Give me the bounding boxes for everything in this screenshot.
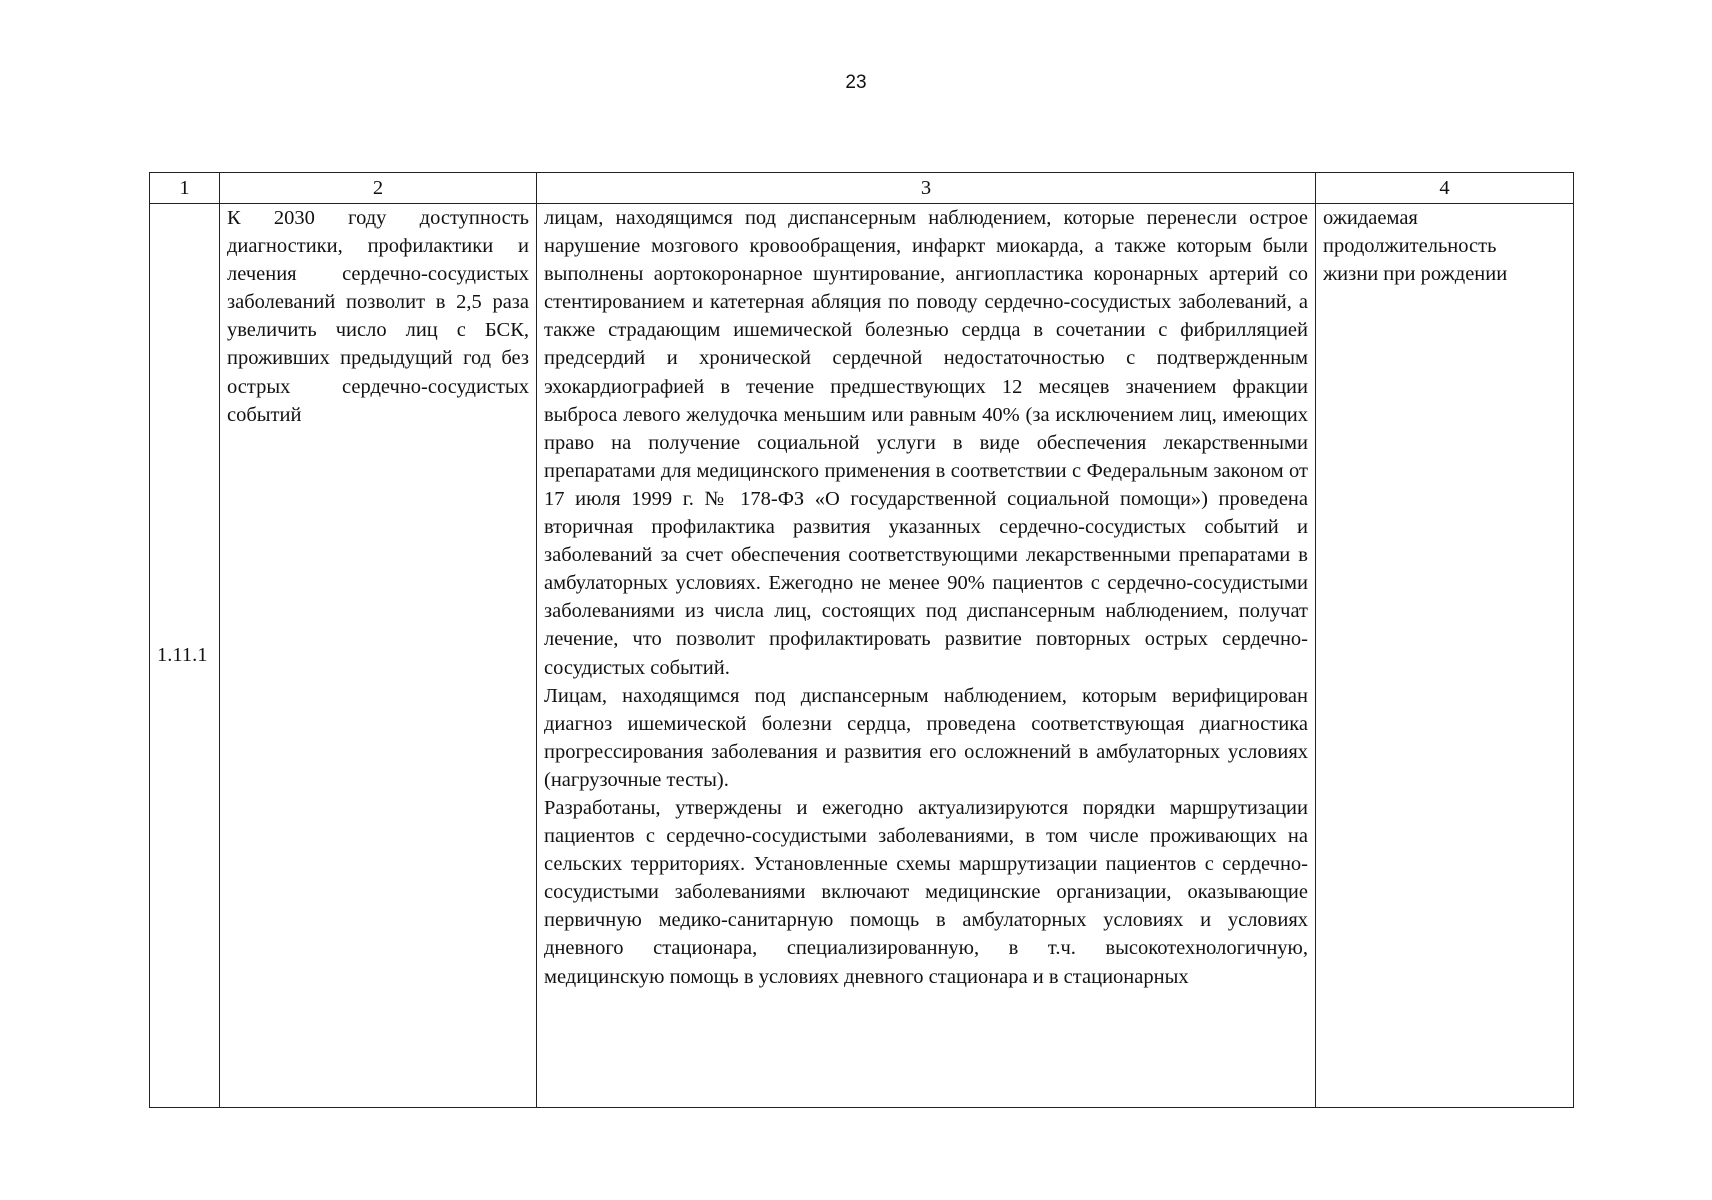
goal-cell — [220, 204, 537, 1108]
measures-paragraph-1: лицам, находящимся под диспансерным наблюдением, которые перенесли острое нарушение мозгового кровообращения, инфаркт миокарда, а также которым были выполнены аортокоронарное шунтирование, ангиопластика коронарных артерий со стентированием и катетерная абляция по поводу сердечно-сосудистых заболеваний, а также страдающим ишемической болезнью сердца в сочетании с фибрилляцией предсердий и хронической сердечной недостаточностью с подтвержденным эхокардиографией в течение предшествующих 12 месяцев значением фракции выброса левого желудочка меньшим или равным 40% (за исключением лиц, имеющих право на получение социальной услуги в виде обеспечения лекарственными препаратами для медицинского применения в соответствии с Федеральным законом от 17 июля 1999 г. № 178-ФЗ «О государственной социальной помощи») проведена вторичная профилактика развития указанных сердечно-сосудистых событий и заболеваний за счет обеспечения соответствующими лекарственными препаратами в амбулаторных условиях. Ежегодно не менее 90% пациентов с сердечно-сосудистыми заболеваниями из числа лиц, состоящих под диспансерным наблюдением, получат лечение, что позволит профилактировать развитие повторных острых сердечно-сосудистых событий. — [544, 207, 1308, 679]
indicator-line-1: ожидаемая — [1323, 207, 1418, 229]
column-header-3: 3 — [537, 173, 1316, 204]
goal-text: К 2030 году доступность диагностики, профилактики и лечения сердечно-сосудистых заболеваний позволит в 2,5 раза увеличить число лиц с БСК, проживших предыдущий год без острых сердечно-сосудистых событий — [227, 207, 529, 426]
row-number: 1.11.1 — [150, 204, 220, 1108]
measures-table — [149, 172, 1574, 1108]
table-header-row — [150, 173, 1574, 204]
indicator-line-2: продолжительность — [1323, 235, 1497, 258]
measures-paragraph-3: Разработаны, утверждены и ежегодно актуализируются порядки маршрутизации пациентов с сердечно-сосудистыми заболеваниями, в том числе проживающих на сельских территориях. Установленные схемы маршрутизации пациентов с сердечно-сосудистыми заболеваниями включают медицинские организации, оказывающие первичную медико-санитарную помощь в амбулаторных условиях и условиях дневного стационара, специализированную, в т.ч. высокотехнологичную, медицинскую помощь в условиях дневного стационара и в стационарных — [544, 796, 1308, 988]
column-header-2: 2 — [220, 173, 537, 204]
table-row — [150, 204, 1574, 1108]
column-header-4: 4 — [1316, 173, 1574, 204]
page-number: 23 — [845, 72, 867, 93]
measures-paragraph-2: Лицам, находящимся под диспансерным наблюдением, которым верифицирован диагноз ишемической болезни сердца, проведена соответствующая диагностика прогрессирования заболевания и развития его осложнений в амбулаторных условиях (нагрузочные тесты). — [544, 684, 1308, 791]
column-header-1: 1 — [150, 173, 220, 204]
indicator-line-3: жизни при рождении — [1323, 263, 1508, 286]
measures-cell — [537, 204, 1316, 1108]
indicator-cell — [1316, 204, 1574, 1108]
